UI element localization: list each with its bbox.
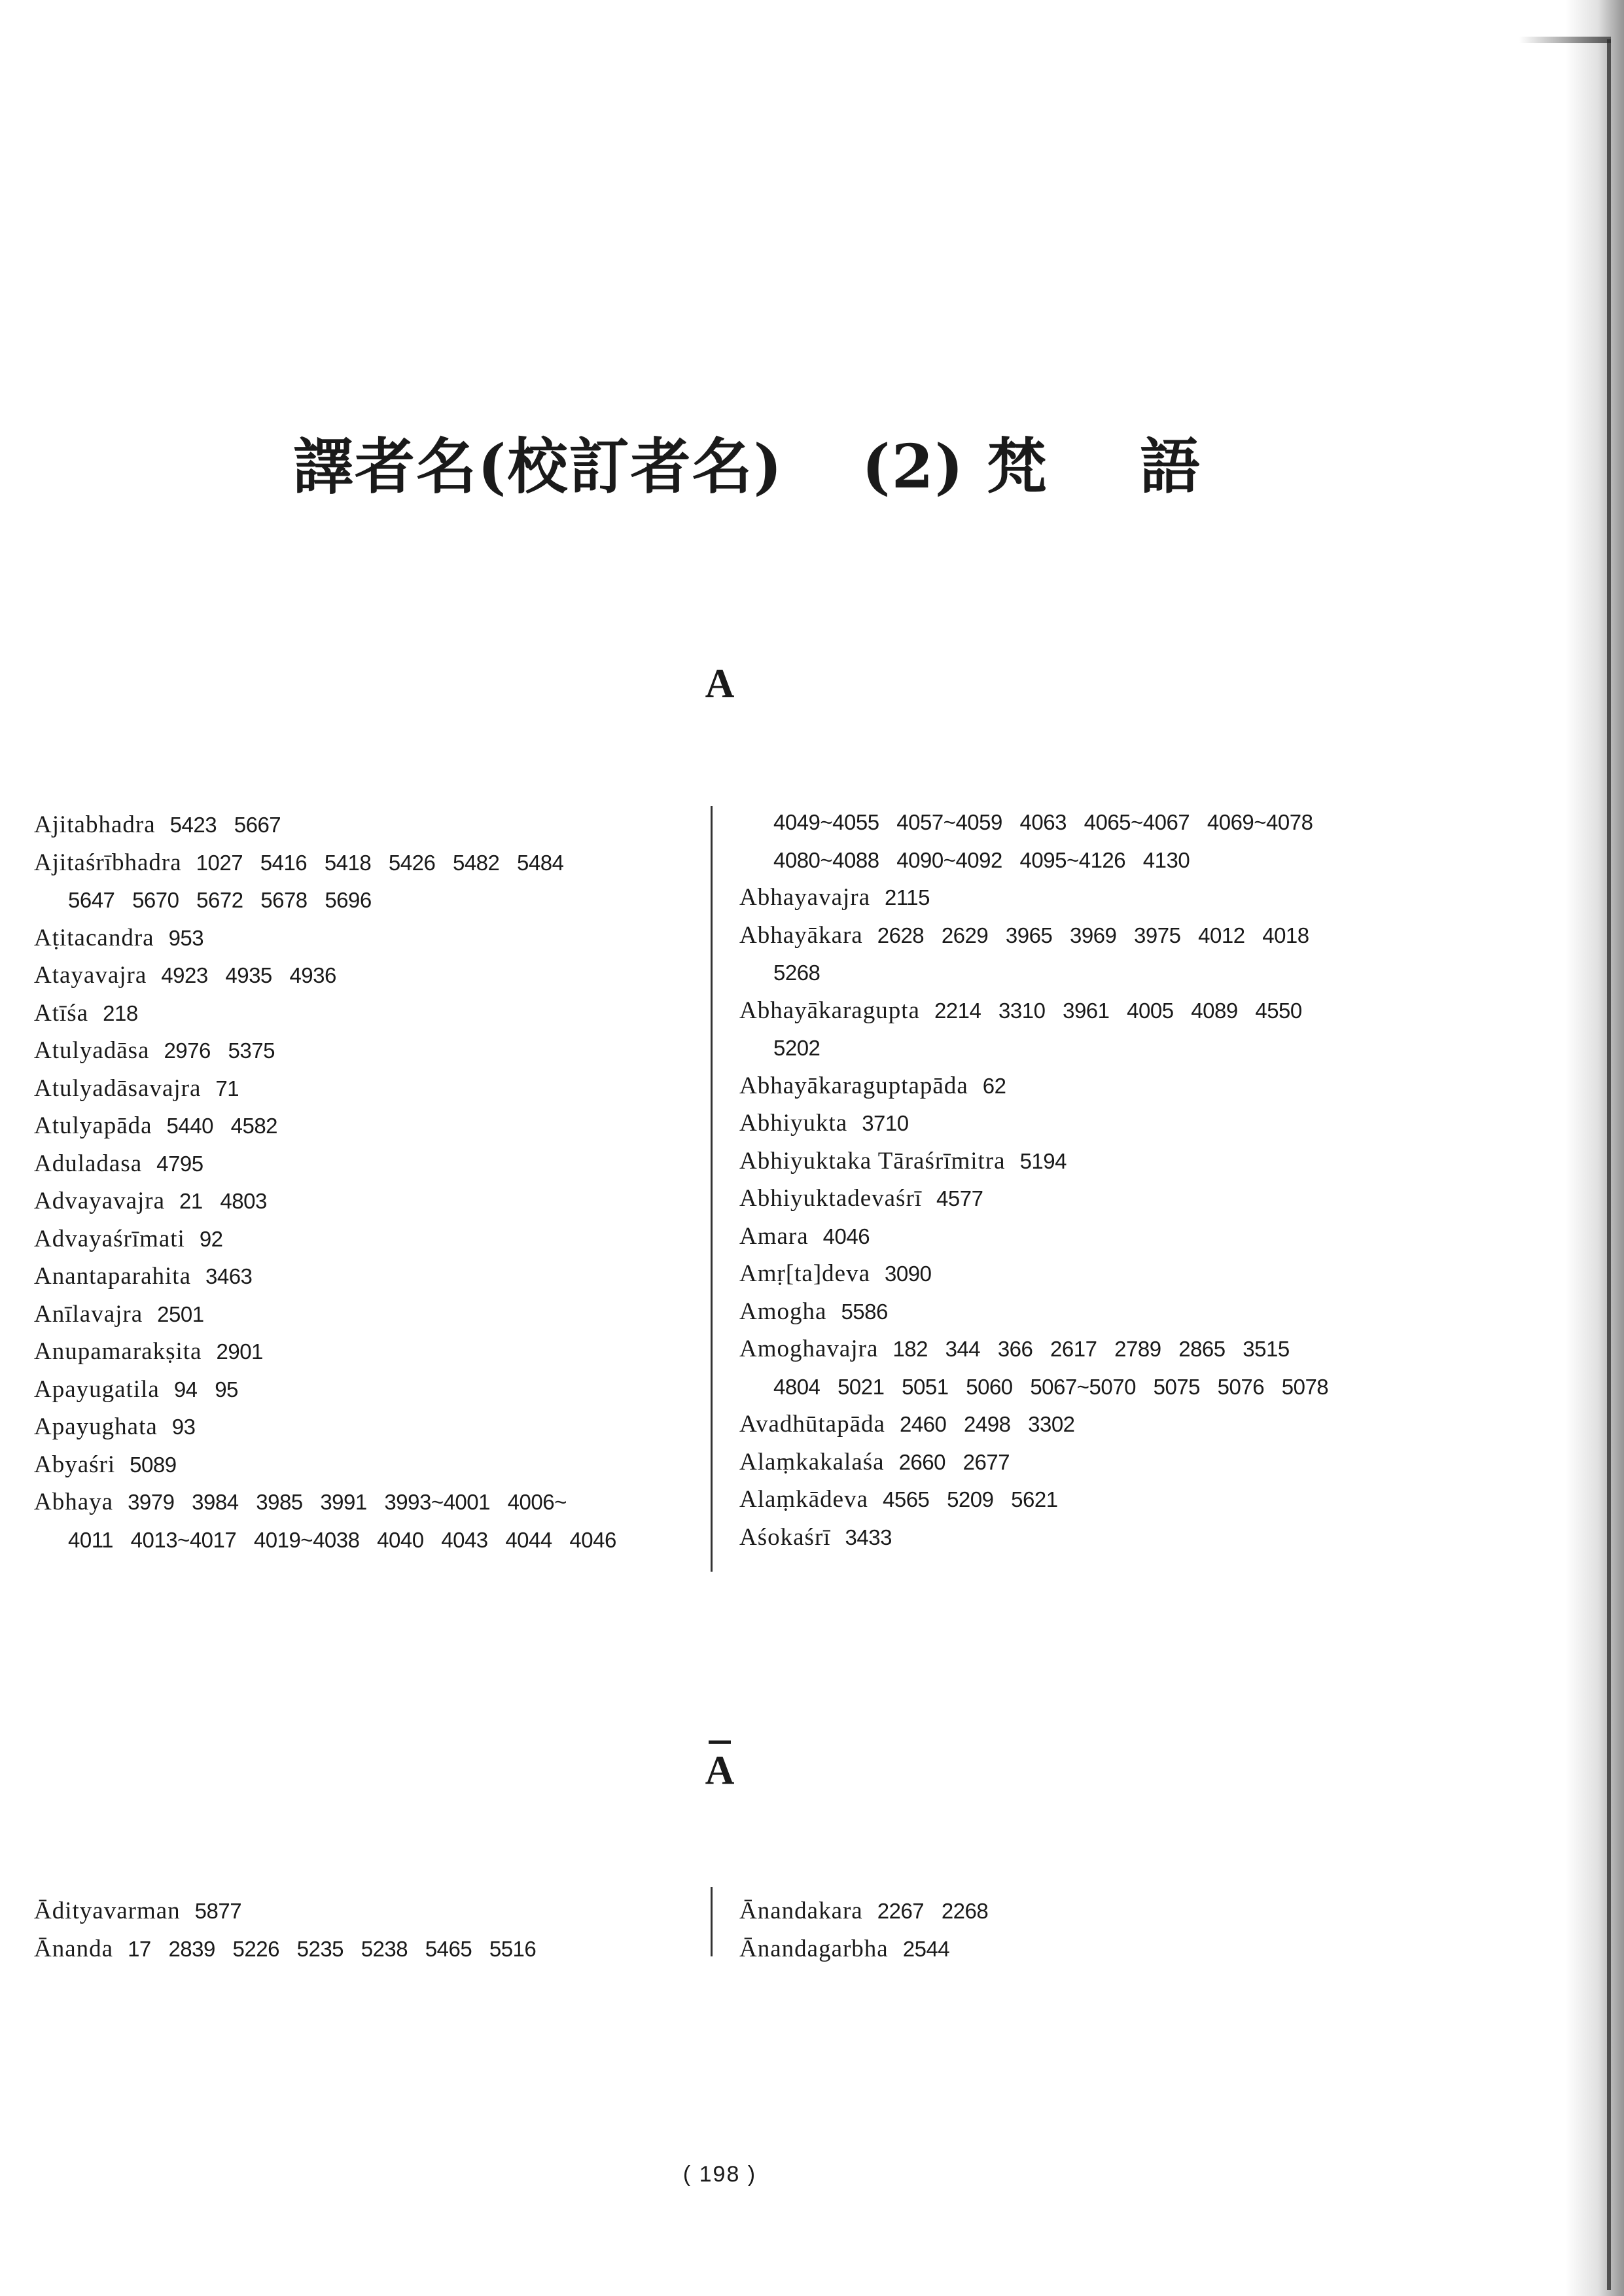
index-entry <box>739 917 1394 992</box>
index-entry <box>739 1142 1394 1180</box>
index-entry <box>34 1032 688 1070</box>
column-divider <box>711 806 713 1572</box>
index-entry <box>34 844 688 919</box>
entry-numbers: 218 <box>103 1000 138 1025</box>
index-entry <box>739 1104 1394 1142</box>
section-heading-a: A <box>705 662 735 706</box>
index-entry <box>34 1182 688 1220</box>
index-entry <box>739 1255 1394 1293</box>
index-entry <box>34 919 688 957</box>
index-entry <box>739 1519 1394 1557</box>
entry-numbers: 5877 <box>194 1899 242 1923</box>
page-number: ( 198 ) <box>682 2162 757 2187</box>
entry-name: Advayavajra <box>34 1188 166 1214</box>
entry-numbers: 953 <box>168 925 204 950</box>
entry-name: Apayugatila <box>34 1375 160 1403</box>
entry-numbers: 71 <box>215 1076 239 1101</box>
entry-name: Avadhūtapāda <box>739 1411 885 1438</box>
index-entry <box>739 1218 1394 1256</box>
entry-numbers: 2214 3310 3961 4005 4089 4550 <box>934 998 1302 1023</box>
entry-numbers: 5586 <box>841 1299 888 1324</box>
entry-name: Amoghavajra <box>739 1335 879 1362</box>
continued-numbers-line: 4080~4088 4090~4092 4095~4126 4130 <box>773 847 1190 872</box>
title-part-1: 譯者名(校訂者名) <box>293 431 784 502</box>
entry-name: Amṛ[ta]deva <box>739 1260 871 1287</box>
entry-numbers: 2976 5375 <box>164 1038 275 1063</box>
entry-name: Ādityavarman <box>34 1898 181 1924</box>
entry-numbers: 3090 <box>885 1262 932 1286</box>
index-entry <box>34 1258 688 1296</box>
entry-name: Advayaśrīmati <box>34 1225 185 1252</box>
section-a-macron-left-column <box>34 1892 688 1968</box>
entry-numbers: 4923 4935 4936 <box>161 963 336 987</box>
index-entry <box>739 1930 1394 1968</box>
entry-name: Amara <box>739 1222 809 1250</box>
entry-numbers: 93 <box>171 1415 196 1439</box>
entry-name: Amogha <box>739 1298 827 1325</box>
index-entry <box>739 1443 1394 1481</box>
page-edge-shading <box>1565 0 1624 2296</box>
section-a-right-column <box>739 804 1394 1556</box>
section-a-macron-right-column <box>739 1892 1394 1968</box>
entry-numbers: 3979 3984 3985 3991 3993~4001 4006~ <box>128 1490 567 1514</box>
entry-numbers: 3710 <box>862 1111 909 1135</box>
entry-name: Abhayākaraguptapāda <box>739 1072 968 1099</box>
entry-numbers-continued: 5202 <box>773 1036 821 1060</box>
entry-numbers: 1027 5416 5418 5426 5482 5484 <box>196 850 564 875</box>
index-entry <box>739 1180 1394 1218</box>
entry-numbers: 182 344 366 2617 2789 2865 3515 <box>892 1337 1290 1361</box>
entry-name: Abhiyuktaka Tāraśrīmitra <box>739 1147 1006 1174</box>
entry-numbers: 4565 5209 5621 <box>882 1487 1058 1511</box>
entry-numbers-continued: 4804 5021 5051 5060 5067~5070 5075 5076 5078 <box>773 1374 1329 1399</box>
page-title <box>293 419 1201 505</box>
entry-name: Anupamarakṣita <box>34 1338 202 1365</box>
entry-name: Abhayākaragupta <box>739 997 920 1024</box>
index-entry <box>34 957 688 995</box>
entry-numbers: 5089 <box>130 1452 177 1477</box>
entry-name: Ajitabhadra <box>34 811 156 838</box>
continued-numbers-line: 4049~4055 4057~4059 4063 4065~4067 4069~4078 <box>773 810 1313 834</box>
page-edge-top <box>1519 37 1611 43</box>
column-divider <box>711 1887 713 1956</box>
index-entry <box>34 1371 688 1409</box>
title-part-3: 語 <box>1140 431 1202 502</box>
entry-numbers: 4046 <box>822 1224 870 1248</box>
entry-name: Alaṃkādeva <box>739 1486 868 1513</box>
entry-name: Anantaparahita <box>34 1263 191 1290</box>
entry-numbers-continued: 5647 5670 5672 5678 5696 <box>68 888 372 912</box>
entry-numbers: 4795 <box>156 1151 203 1176</box>
index-entry <box>34 1483 688 1559</box>
entry-name: Aśokaśrī <box>739 1523 831 1551</box>
entry-name: Abhiyukta <box>739 1110 848 1137</box>
entry-numbers: 3463 <box>205 1264 253 1288</box>
section-heading-a-macron-letter: A <box>705 1748 735 1793</box>
entry-name: Abhayākara <box>739 921 863 949</box>
entry-name: Apayughata <box>34 1413 158 1440</box>
entry-numbers: 2660 2677 <box>898 1449 1010 1474</box>
index-entry <box>739 1293 1394 1331</box>
entry-name: Atulyapāda <box>34 1112 152 1139</box>
entry-numbers: 4577 <box>936 1186 983 1210</box>
entry-numbers: 5423 5667 <box>169 813 281 837</box>
entry-numbers: 2460 2498 3302 <box>899 1412 1075 1436</box>
title-part-2: (2) 梵 <box>862 431 1049 502</box>
index-entry <box>34 1408 688 1446</box>
entry-numbers: 17 2839 5226 5235 5238 5465 5516 <box>128 1936 537 1961</box>
entry-name: Aduladasa <box>34 1150 143 1177</box>
entry-name: Alaṃkakalaśa <box>739 1448 885 1475</box>
index-entry <box>739 1405 1394 1443</box>
index-entry <box>34 995 688 1033</box>
index-entry <box>739 1067 1394 1105</box>
index-entry <box>34 1930 688 1968</box>
page-edge-line <box>1607 39 1611 2290</box>
index-entry <box>34 1220 688 1258</box>
index-entry <box>739 1892 1394 1930</box>
entry-numbers: 92 <box>199 1226 223 1251</box>
index-entry <box>34 1145 688 1183</box>
entry-name: Atīśa <box>34 999 89 1027</box>
entry-numbers: 3433 <box>845 1525 892 1549</box>
entry-name: Ajitaśrībhadra <box>34 849 182 876</box>
index-entry <box>34 1892 688 1930</box>
section-a-left-column <box>34 806 688 1559</box>
macron-mark <box>709 1740 731 1744</box>
entry-numbers: 2544 <box>902 1936 950 1961</box>
entry-name: Ānandakara <box>739 1898 863 1924</box>
entry-numbers: 5440 4582 <box>166 1114 278 1138</box>
index-entry <box>34 1446 688 1484</box>
entry-numbers-continued: 4011 4013~4017 4019~4038 4040 4043 4044 4046 <box>68 1527 616 1552</box>
entry-numbers: 94 95 <box>173 1377 238 1402</box>
entry-name: Aṭitacandra <box>34 924 154 951</box>
entry-name: Atulyadāsa <box>34 1037 150 1064</box>
entry-name: Abhayavajra <box>739 884 871 911</box>
entry-numbers: 62 <box>982 1073 1006 1098</box>
entry-name: Atulyadāsavajra <box>34 1074 202 1102</box>
index-entry <box>739 992 1394 1067</box>
entry-numbers: 2628 2629 3965 3969 3975 4012 4018 <box>877 923 1309 947</box>
index-entry <box>739 879 1394 917</box>
entry-numbers: 2115 <box>885 885 930 910</box>
entry-numbers: 21 4803 <box>179 1189 267 1213</box>
entry-name: Ānandagarbha <box>739 1935 889 1962</box>
entry-name: Abhiyuktadevaśrī <box>739 1185 923 1212</box>
section-heading-a-macron <box>0 1740 1439 1794</box>
index-entry <box>34 1070 688 1108</box>
index-entry <box>739 1330 1394 1405</box>
entry-numbers-continued: 5268 <box>773 961 821 985</box>
entry-name: Atayavajra <box>34 962 147 989</box>
index-entry <box>34 1107 688 1145</box>
entry-numbers: 2501 <box>157 1301 204 1326</box>
entry-name: Abyaśri <box>34 1451 116 1478</box>
entry-name: Abhaya <box>34 1489 114 1515</box>
entry-numbers: 2901 <box>216 1339 263 1364</box>
entry-name: Anīlavajra <box>34 1300 143 1328</box>
entry-numbers: 2267 2268 <box>877 1899 989 1923</box>
index-entry <box>34 806 688 844</box>
index-entry <box>739 1481 1394 1519</box>
index-entry <box>34 1333 688 1371</box>
index-entry <box>34 1296 688 1333</box>
entry-numbers: 5194 <box>1019 1148 1067 1173</box>
entry-name: Ānanda <box>34 1935 114 1962</box>
